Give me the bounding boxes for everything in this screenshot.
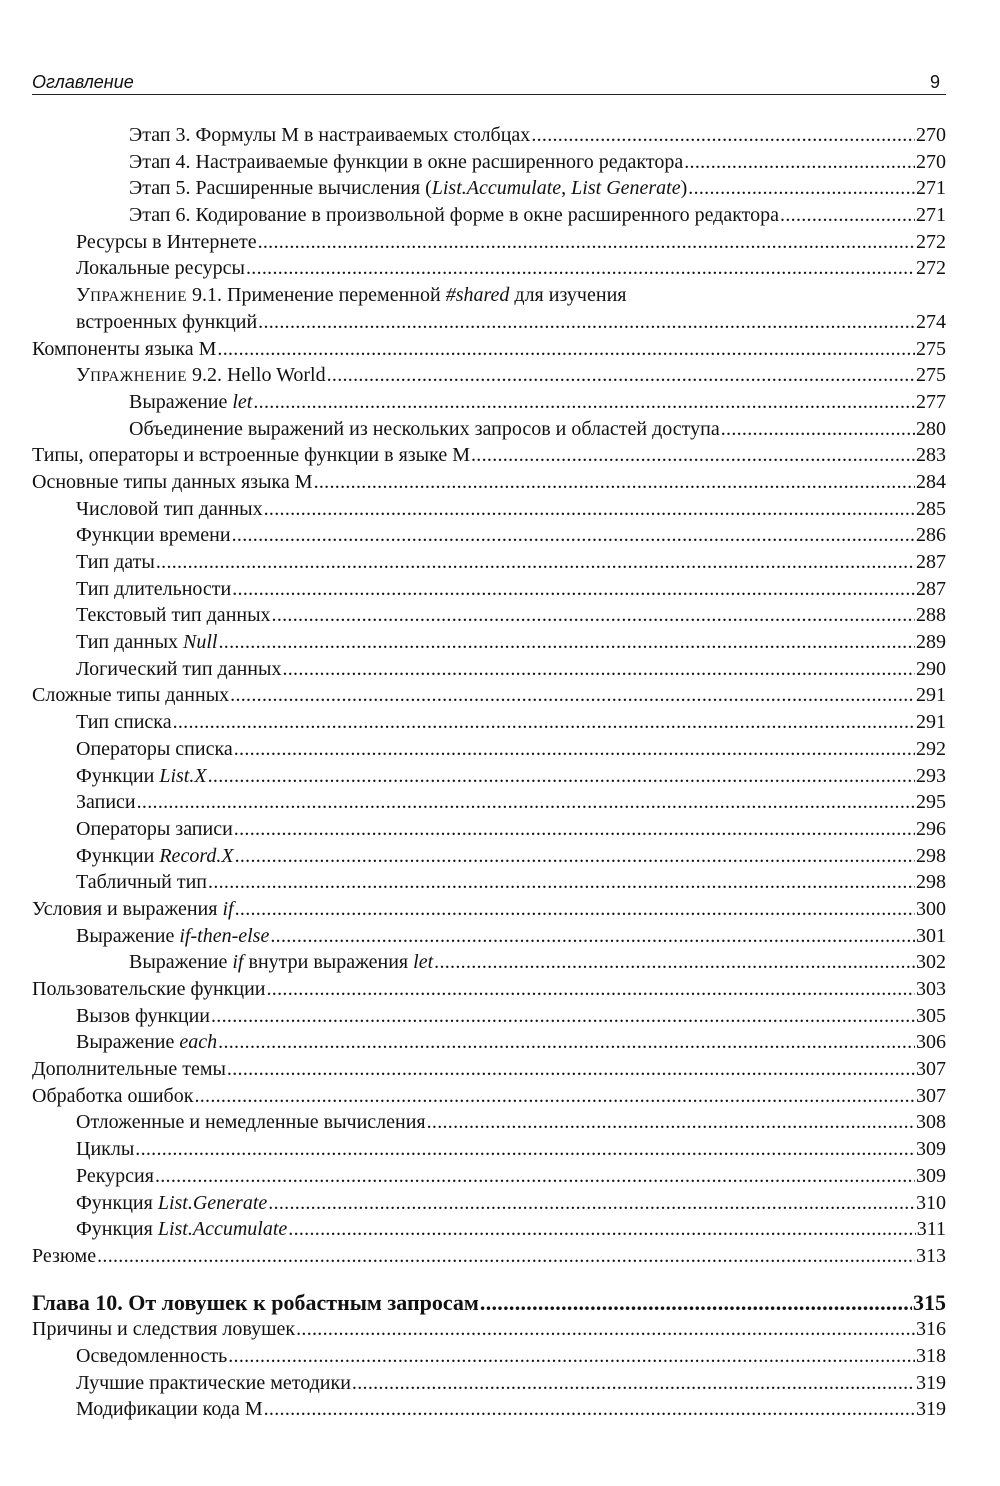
dot-leader — [230, 682, 915, 709]
toc-entry-page: 283 — [916, 444, 946, 467]
dot-leader — [235, 843, 915, 870]
toc-entry-page: 307 — [916, 1084, 946, 1107]
toc-entry-page: 288 — [916, 604, 946, 627]
toc-entry-label: Текстовый тип данных — [76, 604, 271, 627]
dot-leader — [267, 976, 916, 1003]
dot-leader — [208, 869, 915, 896]
toc-entry[interactable] — [32, 789, 946, 816]
toc-entry-label: Типы, операторы и встроенные функции в языке M — [32, 444, 470, 467]
toc-entry-page: 289 — [916, 631, 946, 654]
toc-entry-label: Функция List.Accumulate — [76, 1218, 288, 1241]
toc-entry[interactable] — [32, 416, 946, 443]
toc-entry[interactable] — [32, 763, 946, 790]
toc-entry-page: 306 — [916, 1031, 946, 1054]
toc-entry-label: Выражение if внутри выражения let — [129, 951, 434, 974]
page-number: 9 — [929, 72, 940, 92]
toc-entry-page: 309 — [916, 1138, 946, 1161]
dot-leader — [234, 816, 915, 843]
toc-entry-label: Функция List.Generate — [76, 1191, 268, 1214]
dot-leader — [268, 1190, 915, 1217]
toc-entry[interactable] — [32, 816, 946, 843]
toc-entry-page: 270 — [916, 124, 946, 146]
toc-entry[interactable] — [32, 1083, 946, 1110]
toc-entry-label: Отложенные и немедленные вычисления — [76, 1111, 426, 1134]
toc-entry-label: Этап 3. Формулы M в настраиваемых столбцах — [129, 124, 531, 146]
toc-entry-page: 316 — [916, 1318, 946, 1341]
dot-leader — [234, 736, 915, 763]
toc-entry-label: Тип списка — [76, 711, 172, 734]
dot-leader — [137, 789, 915, 816]
toc-entry-page: 315 — [913, 1289, 946, 1315]
toc-entry-page: 290 — [916, 657, 946, 680]
dot-leader — [272, 602, 915, 629]
dot-leader — [480, 1290, 912, 1317]
toc-entry-page: 305 — [916, 1004, 946, 1027]
toc-entry-label: Выражение each — [76, 1031, 218, 1054]
toc-entry[interactable] — [32, 843, 946, 870]
dot-leader — [253, 389, 915, 416]
toc-entry[interactable] — [32, 1003, 946, 1030]
dot-leader — [173, 709, 915, 736]
toc-entry-page: 298 — [916, 844, 946, 867]
toc-entry-label: встроенных функций — [76, 310, 258, 333]
toc-entry-page: 300 — [916, 897, 946, 920]
toc-entry-page: 309 — [916, 1164, 946, 1187]
toc-entry-label: Циклы — [76, 1138, 135, 1161]
toc-entry-page: 303 — [916, 978, 946, 1000]
dot-leader — [211, 1003, 915, 1030]
dot-leader — [531, 122, 915, 149]
toc-entry[interactable] — [32, 175, 946, 202]
toc-entry-label: Выражение let — [129, 390, 253, 413]
toc-entry[interactable] — [32, 469, 946, 496]
dot-leader — [282, 656, 915, 683]
toc-entry[interactable] — [32, 1163, 946, 1190]
toc-entry[interactable] — [32, 442, 946, 469]
dot-leader — [780, 202, 915, 229]
toc-entry[interactable] — [32, 1136, 946, 1163]
toc-entry[interactable] — [32, 1190, 946, 1217]
dot-leader — [155, 1163, 915, 1190]
toc-entry-page: 280 — [916, 417, 946, 440]
toc-entry[interactable] — [32, 1316, 946, 1343]
toc-entry-page: 302 — [916, 951, 946, 974]
dot-leader — [684, 149, 915, 176]
toc-entry[interactable] — [32, 362, 946, 389]
toc-entry-label: Записи — [76, 791, 136, 814]
toc-entry-label: Операторы записи — [76, 817, 233, 840]
toc-entry-page: 277 — [916, 390, 946, 413]
toc-entry-label: Причины и следствия ловушек — [32, 1318, 296, 1341]
toc-entry-page: 313 — [916, 1244, 946, 1267]
toc-entry-label: Условия и выражения if — [32, 897, 234, 920]
toc-entry[interactable] — [32, 869, 946, 896]
toc-entry-page: 319 — [916, 1371, 946, 1394]
toc-entry-label: Осведомленность — [76, 1344, 228, 1367]
toc-entry-page: 271 — [916, 177, 946, 200]
toc-entry[interactable] — [32, 229, 946, 256]
toc-entry[interactable] — [32, 736, 946, 763]
toc-entry[interactable] — [32, 255, 946, 282]
dot-leader — [235, 896, 915, 923]
toc-entry-page: 291 — [916, 684, 946, 707]
toc-entry[interactable] — [32, 1370, 946, 1397]
toc-entry[interactable] — [32, 949, 946, 976]
dot-leader — [232, 576, 915, 603]
toc-entry[interactable] — [32, 709, 946, 736]
toc-entry-page: 275 — [916, 337, 946, 360]
toc-entry-label: Тип данных Null — [76, 631, 218, 654]
dot-leader — [258, 229, 915, 256]
toc-entry-label: УПРАЖНЕНИЕ 9.2. Hello World — [76, 364, 326, 387]
dot-leader — [270, 923, 915, 950]
toc-entry-label: Вызов функции — [76, 1004, 210, 1027]
toc-entry-page: 271 — [916, 204, 946, 227]
toc-entry[interactable] — [32, 496, 946, 523]
toc-entry-label: Тип даты — [76, 551, 155, 573]
dot-leader — [218, 1029, 915, 1056]
toc-entry[interactable] — [32, 122, 946, 149]
toc-entry-label: Обработка ошибок — [32, 1084, 194, 1107]
toc-entry-label: Пользовательские функции — [32, 978, 266, 1000]
dot-leader — [208, 763, 915, 790]
toc-entry[interactable] — [32, 976, 946, 1003]
toc-entry-label: Лучшие практические методики — [76, 1371, 351, 1394]
toc-entry-label: Операторы списка — [76, 737, 233, 760]
toc-entry-page: 295 — [916, 791, 946, 814]
dot-leader — [427, 1109, 915, 1136]
toc-entry[interactable] — [32, 1396, 946, 1423]
toc-entry[interactable] — [32, 309, 946, 336]
dot-leader — [217, 336, 915, 363]
toc-entry[interactable] — [32, 576, 946, 603]
dot-leader — [97, 1243, 915, 1270]
running-header — [32, 72, 946, 95]
dot-leader — [227, 1056, 915, 1083]
dot-leader — [688, 175, 915, 202]
toc-entry-page: 275 — [916, 364, 946, 387]
dot-leader — [721, 416, 915, 443]
toc-entry-label: Объединение выражений из нескольких запросов и областей доступа — [129, 417, 720, 440]
dot-leader — [232, 522, 915, 549]
toc-entry[interactable] — [32, 549, 946, 576]
toc-entry-page: 285 — [916, 497, 946, 520]
toc-entry-label: Дополнительные темы — [32, 1058, 226, 1081]
toc-entry[interactable] — [32, 389, 946, 416]
toc-entry-label: Функции List.X — [76, 764, 207, 787]
toc-entry-label: Числовой тип данных — [76, 497, 263, 520]
toc-entry-page: 310 — [916, 1191, 946, 1214]
toc-entry[interactable] — [32, 602, 946, 629]
toc-entry-page: 311 — [916, 1218, 946, 1241]
toc-entry[interactable] — [32, 149, 946, 176]
toc-entry-label: Табличный тип — [76, 871, 208, 894]
toc-entry-page: 274 — [916, 310, 946, 333]
toc-entry-label: Резюме — [32, 1244, 97, 1267]
dot-leader — [327, 362, 915, 389]
dot-leader — [156, 549, 915, 576]
toc-entry[interactable] — [32, 522, 946, 549]
toc-chapter-entry[interactable] — [32, 1290, 946, 1317]
toc-entry-page: 284 — [916, 470, 946, 493]
toc-entry-label: Рекурсия — [76, 1164, 154, 1187]
toc-entry[interactable] — [32, 1343, 946, 1370]
table-of-contents — [32, 122, 946, 1423]
toc-entry[interactable] — [32, 1029, 946, 1056]
toc-entry-page: 292 — [916, 737, 946, 760]
dot-leader — [471, 442, 915, 469]
dot-leader — [135, 1136, 915, 1163]
toc-entry-label: Сложные типы данных — [32, 684, 230, 707]
toc-entry-page: 296 — [916, 817, 946, 840]
toc-entry-page: 308 — [916, 1111, 946, 1134]
toc-entry-label: Этап 4. Настраиваемые функции в окне расширенного редактора — [129, 150, 684, 173]
toc-entry-label: Этап 6. Кодирование в произвольной форме в окне расширенного редактора — [129, 204, 780, 227]
dot-leader — [434, 949, 915, 976]
toc-entry-page: 319 — [916, 1398, 946, 1421]
toc-entry-page: 287 — [916, 551, 946, 573]
toc-entry[interactable] — [32, 629, 946, 656]
dot-leader — [264, 1396, 915, 1423]
toc-entry-page: 301 — [916, 924, 946, 947]
toc-entry-label: Логический тип данных — [76, 657, 282, 680]
toc-entry-label: Основные типы данных языка M — [32, 470, 313, 493]
toc-entry-label: Ресурсы в Интернете — [76, 230, 257, 253]
dot-leader — [246, 255, 915, 282]
toc-entry-label: Локальные ресурсы — [76, 257, 245, 280]
toc-entry[interactable] — [32, 896, 946, 923]
toc-entry-label: Функции Record.X — [76, 844, 234, 867]
toc-entry-page: 272 — [916, 257, 946, 280]
section-title: Оглавление — [32, 72, 134, 92]
toc-entry-label: Модификации кода M — [76, 1398, 263, 1421]
toc-entry-page: 293 — [916, 764, 946, 787]
toc-entry-page: 272 — [916, 230, 946, 253]
dot-leader — [258, 309, 915, 336]
toc-entry-page: 298 — [916, 871, 946, 894]
toc-entry-label: Выражение if-then-else — [76, 924, 270, 947]
toc-entry-label: Этап 5. Расширенные вычисления (List.Accumulate, List Generate) — [129, 177, 688, 200]
toc-entry[interactable] — [32, 656, 946, 683]
toc-entry-label: Функции времени — [76, 524, 231, 547]
toc-entry-page: 291 — [916, 711, 946, 734]
toc-entry-label: Компоненты языка M — [32, 337, 217, 360]
dot-leader — [264, 496, 915, 523]
dot-leader — [194, 1083, 915, 1110]
dot-leader — [218, 629, 915, 656]
toc-entry-label: Тип длительности — [76, 577, 232, 600]
toc-entry-page: 307 — [916, 1058, 946, 1081]
toc-entry-page: 286 — [916, 524, 946, 547]
dot-leader — [352, 1370, 915, 1397]
dot-leader — [296, 1316, 915, 1343]
toc-entry-first-line[interactable]: УПРАЖНЕНИЕ 9.1. Применение переменной #shared для изучения — [76, 284, 627, 307]
toc-entry[interactable] — [32, 336, 946, 363]
toc-entry[interactable] — [32, 682, 946, 709]
toc-entry[interactable] — [32, 1056, 946, 1083]
toc-entry-page: 318 — [916, 1344, 946, 1367]
dot-leader — [228, 1343, 915, 1370]
dot-leader — [288, 1216, 915, 1243]
dot-leader — [314, 469, 915, 496]
toc-entry-page: 287 — [916, 577, 946, 600]
toc-entry[interactable] — [32, 1109, 946, 1136]
toc-entry[interactable] — [32, 202, 946, 229]
toc-entry[interactable] — [32, 1216, 946, 1243]
toc-entry[interactable] — [32, 1243, 946, 1270]
toc-entry-label: Глава 10. От ловушек к робастным запросам — [32, 1289, 479, 1315]
toc-entry-page: 270 — [916, 150, 946, 173]
toc-entry[interactable] — [32, 923, 946, 950]
